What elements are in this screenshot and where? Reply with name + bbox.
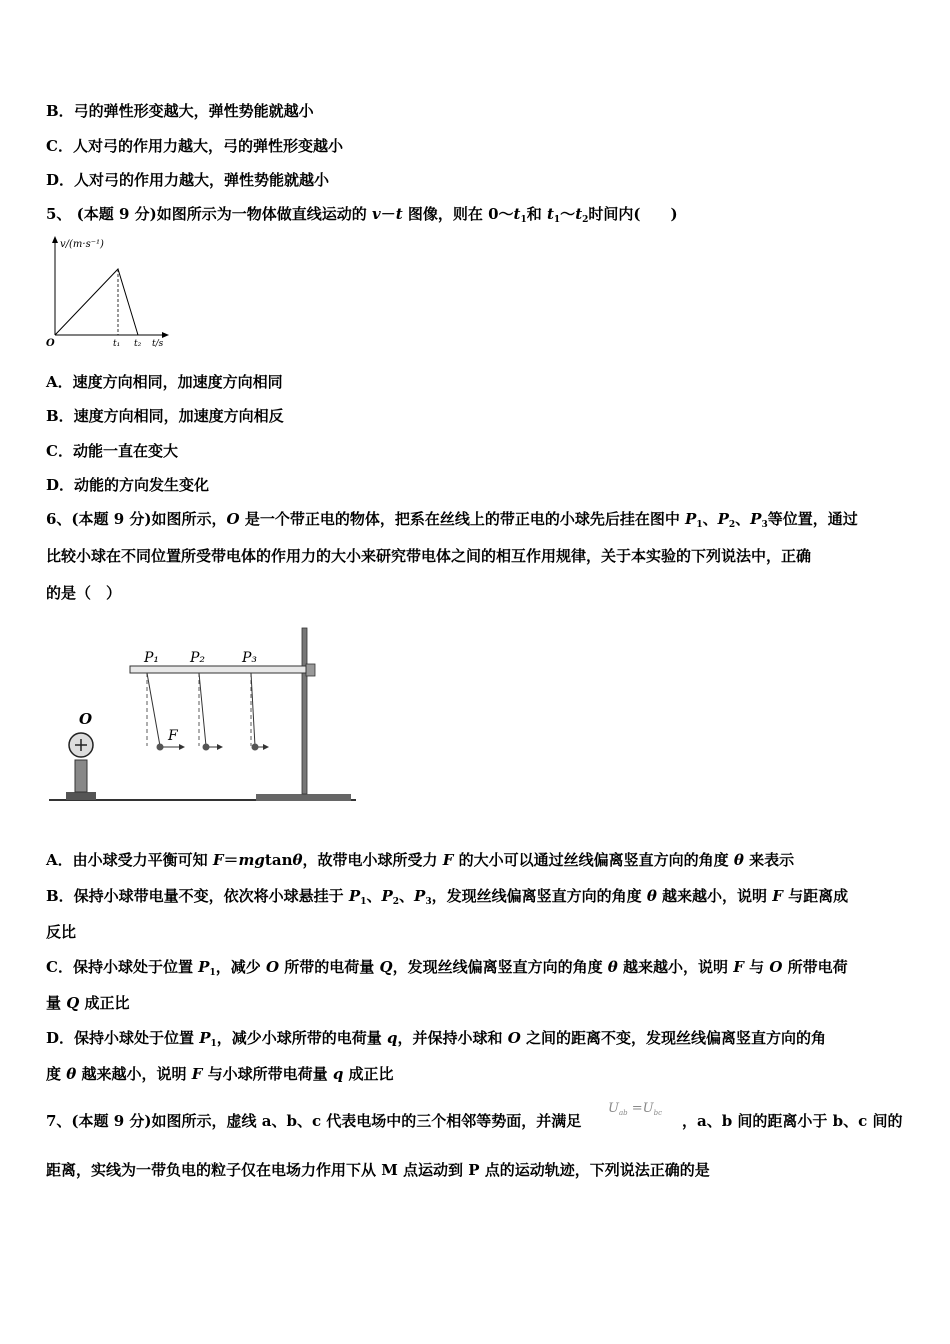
q6-apparatus-figure (44, 620, 364, 810)
q5-option-d: D．动能的方向发生变化 (46, 476, 210, 494)
t1-label: t₁ (113, 339, 121, 349)
vt-line (55, 269, 138, 335)
stand-rod (302, 628, 307, 794)
q4-option-d: D．人对弓的作用力越大，弹性势能就越小 (46, 171, 330, 189)
y-axis-arrow (52, 236, 58, 243)
q7-stem-line1-b: ，a、b 间的距离小于 b、c 间的 (682, 1112, 903, 1130)
q6-stem-line2: 比较小球在不同位置所受带电体的作用力的大小来研究带电体之间的相互作用规律，关于本实验的下列说法中，正确 (46, 547, 812, 565)
stand-base (256, 794, 351, 801)
p2-ball (203, 744, 210, 751)
p3-arrow-head (263, 744, 269, 750)
label-f: F (168, 728, 178, 744)
stand-clamp (306, 664, 315, 676)
q5-vt-graph (40, 232, 180, 352)
p3-thread (251, 673, 255, 746)
y-axis-label: v/(m·s⁻¹) (60, 239, 104, 250)
p3-ball (252, 744, 259, 751)
q7-stem-line1-a: 7、(本题 9 分)如图所示，虚线 a、b、c 代表电场中的三个相邻等势面，并满足 (46, 1112, 582, 1130)
q6-option-c-line2: 量 Q 成正比 (46, 994, 130, 1012)
q6-option-a: A．由小球受力平衡可知 F＝mgtanθ，故带电小球所受力 F 的大小可以通过丝线偏离竖直方向的角度 θ 来表示 (46, 851, 795, 869)
force-arrow-head (179, 744, 185, 750)
o-stand-post (75, 760, 87, 792)
q4-option-c: C．人对弓的作用力越大，弓的弹性形变越小 (46, 137, 343, 155)
q6-stem-line1: 6、(本题 9 分)如图所示，O 是一个带正电的物体，把系在丝线上的带正电的小球先后挂在图中 $P_1$、$P_2$、$P_3$等位置，通过 (46, 510, 858, 530)
p1-ball (157, 744, 164, 751)
q6-option-d-line2: 度 θ 越来越小，说明 F 与小球所带电荷量 q 成正比 (46, 1065, 394, 1083)
t2-label: t₂ (134, 339, 142, 349)
q7-stem-line2: 距离，实线为一带负电的粒子仅在电场力作用下从 M 点运动到 P 点的运动轨迹，下列说法正确的是 (46, 1161, 710, 1179)
p2-arrow-head (217, 744, 223, 750)
p2-thread (199, 673, 206, 746)
q4-option-b: B．弓的弹性形变越大，弹性势能就越小 (46, 102, 314, 120)
origin-label: O (46, 338, 55, 349)
p1-thread (147, 673, 160, 746)
x-axis-arrow (162, 332, 169, 338)
q5-option-b: B．速度方向相同，加速度方向相反 (46, 407, 284, 425)
q6-option-b-line2: 反比 (46, 923, 77, 941)
label-p2: P₂ (190, 650, 206, 666)
horizontal-bar (130, 666, 306, 673)
q6-option-d-line1: D．保持小球处于位置 $P_1$，减少小球所带的电荷量 q，并保持小球和 O 之间的距离不变，发现丝线偏离竖直方向的角 (46, 1029, 827, 1049)
o-stand-base (66, 792, 96, 800)
x-axis-label: t/s (152, 339, 164, 349)
q6-option-c-line1: C．保持小球处于位置 $P_1$，减少 O 所带的电荷量 Q，发现丝线偏离竖直方向的角度 θ 越来越小，说明 F 与 O 所带电荷 (46, 958, 848, 978)
q6-stem-line3: 的是（ ） (46, 584, 122, 602)
q6-option-b-line1: B．保持小球带电量不变，依次将小球悬挂于 $P_1$、$P_2$、$P_3$，发现丝线偏离竖直方向的角度 θ 越来越小，说明 F 与距离成 (46, 887, 849, 907)
q7-formula: $U_{ab} =U_{bc}$ (608, 1101, 663, 1117)
label-p3: P₃ (242, 650, 258, 666)
q5-option-a: A．速度方向相同，加速度方向相同 (46, 373, 283, 391)
label-o: O (79, 710, 93, 728)
q5-option-c: C．动能一直在变大 (46, 442, 178, 460)
label-p1: P₁ (144, 650, 160, 666)
q5-stem: 5、 (本题 9 分)如图所示为一物体做直线运动的 v－t 图像，则在 $0\sim t_1$和 $t_1\sim t_2$时间内( ) (46, 205, 678, 225)
